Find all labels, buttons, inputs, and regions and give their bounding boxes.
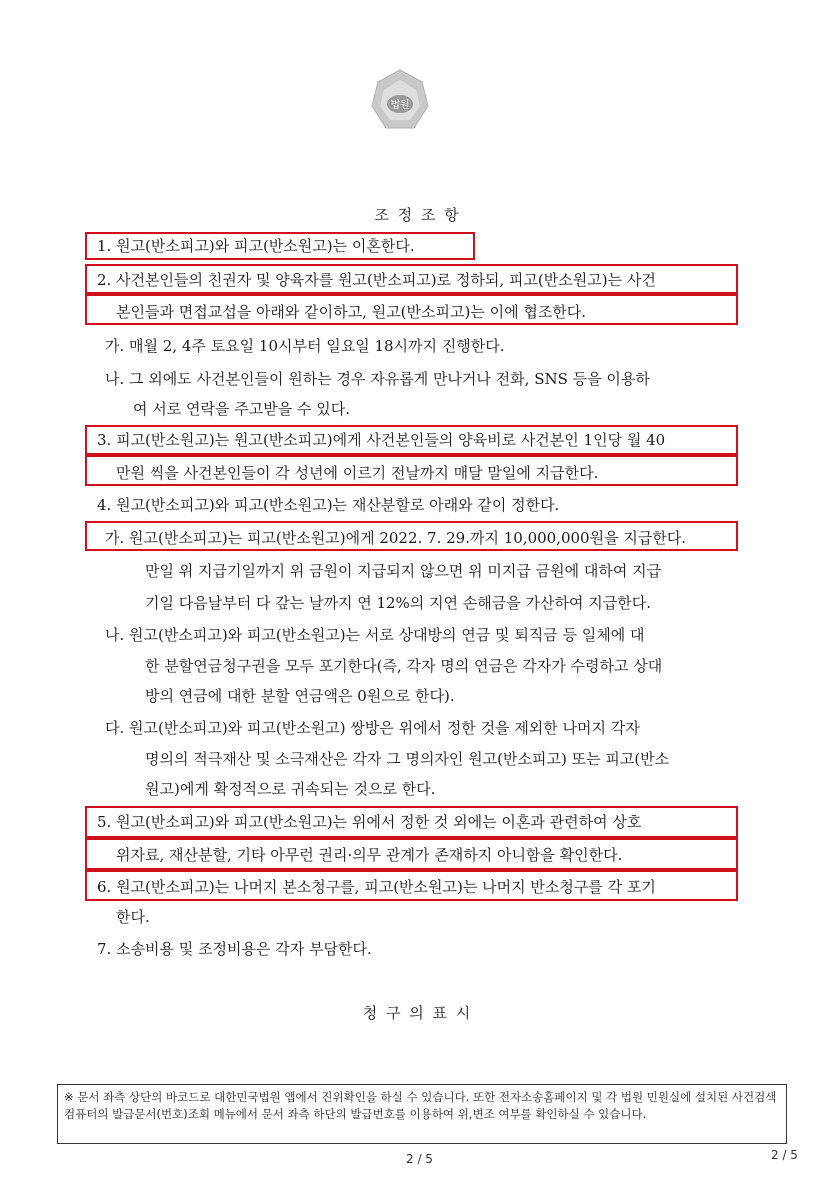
page-number-center: 2 / 5	[406, 1152, 433, 1166]
highlight-box-item-1	[85, 232, 475, 260]
item-4-na-line-3: 방의 연금에 대한 분할 연금액은 0원으로 한다).	[145, 687, 455, 705]
highlight-box-item-3-a	[85, 425, 738, 455]
item-4: 4. 원고(반소피고)와 피고(반소원고)는 재산분할로 아래와 같이 정한다.	[97, 496, 560, 514]
court-seal-icon	[370, 68, 430, 138]
item-3-line-2: 만원 씩을 사건본인들이 각 성년에 이르기 전날까지 매달 말일에 지급한다.	[116, 464, 599, 482]
highlight-box-item-2-b	[85, 294, 738, 325]
claim-heading: 청 구 의 표 시	[362, 1004, 473, 1022]
seal-text: 법원	[390, 100, 410, 111]
item-2-na-line-1: 나. 그 외에도 사건본인들이 원하는 경우 자유롭게 만나거나 전화, SNS 등을 이용하	[105, 370, 650, 388]
item-1: 1. 원고(반소피고)와 피고(반소원고)는 이혼한다.	[97, 237, 415, 255]
page-number-right: 2 / 5	[771, 1148, 798, 1162]
item-6-line-2: 한다.	[116, 908, 150, 926]
item-3-line-1: 3. 피고(반소원고)는 원고(반소피고)에게 사건본인들의 양육비로 사건본인 1인당 월 40	[97, 431, 666, 449]
page-heading: 조 정 조 항	[374, 206, 461, 224]
item-7: 7. 소송비용 및 조정비용은 각자 부담한다.	[97, 940, 372, 958]
item-2-ga: 가. 매월 2, 4주 토요일 10시부터 일요일 18시까지 진행한다.	[105, 337, 505, 355]
item-5-line-2: 위자료, 재산분할, 기타 아무런 권리·의무 관계가 존재하지 아니함을 확인한다.	[116, 846, 623, 864]
highlight-box-item-3-b	[85, 455, 738, 486]
highlight-box-item-5-a	[85, 806, 738, 838]
item-2-line-2: 본인들과 면접교섭을 아래와 같이하고, 원고(반소피고)는 이에 협조한다.	[116, 303, 587, 321]
verification-notice: ※ 문서 좌측 상단의 바코드로 대한민국법원 앱에서 진위확인을 하실 수 있습니다. 또한 전자소송홈페이지 및 각 법원 민원실에 설치된 사건검색 컴퓨터의 발급문서(번호)조회 메뉴에서 문서 좌측 하단의 발급번호를 이용하여 위,변조 여부를 확인하실 수 있습니다.	[57, 1084, 787, 1144]
item-6-line-1: 6. 원고(반소피고)는 나머지 본소청구를, 피고(반소원고)는 나머지 반소청구를 각 포기	[97, 878, 656, 896]
item-4-ga-line-2: 만일 위 지급기일까지 위 금원이 지급되지 않으면 위 미지급 금원에 대하여 지급	[145, 562, 662, 580]
item-4-ga-line-1: 가. 원고(반소피고)는 피고(반소원고)에게 2022. 7. 29.까지 10,000,000원을 지급한다.	[105, 529, 687, 547]
item-4-na-line-2: 한 분할연금청구권을 모두 포기한다(즉, 각자 명의 연금은 각자가 수령하고 상대	[145, 657, 663, 675]
item-2-na-line-2: 여 서로 연락을 주고받을 수 있다.	[133, 400, 350, 418]
item-2-line-1: 2. 사건본인들의 친권자 및 양육자를 원고(반소피고)로 정하되, 피고(반소원고)는 사건	[97, 271, 656, 289]
highlight-box-item-2-a	[85, 264, 738, 294]
item-5-line-1: 5. 원고(반소피고)와 피고(반소원고)는 위에서 정한 것 외에는 이혼과 관련하여 상호	[97, 813, 642, 831]
item-4-da-line-2: 명의의 적극재산 및 소극재산은 각자 그 명의자인 원고(반소피고) 또는 피고(반소	[145, 750, 670, 768]
item-4-da-line-3: 원고)에게 확정적으로 귀속되는 것으로 한다.	[145, 780, 436, 798]
highlight-box-item-5-b	[85, 838, 738, 870]
item-4-na-line-1: 나. 원고(반소피고)와 피고(반소원고)는 서로 상대방의 연금 및 퇴직금 등 일체에 대	[105, 626, 645, 644]
item-4-da-line-1: 다. 원고(반소피고)와 피고(반소원고) 쌍방은 위에서 정한 것을 제외한 나머지 각자	[105, 719, 640, 737]
item-4-ga-line-3: 기일 다음날부터 다 갚는 날까지 연 12%의 지연 손해금을 가산하여 지급한다.	[145, 594, 652, 612]
highlight-box-item-4-ga	[85, 521, 738, 551]
highlight-box-item-6	[85, 870, 738, 901]
